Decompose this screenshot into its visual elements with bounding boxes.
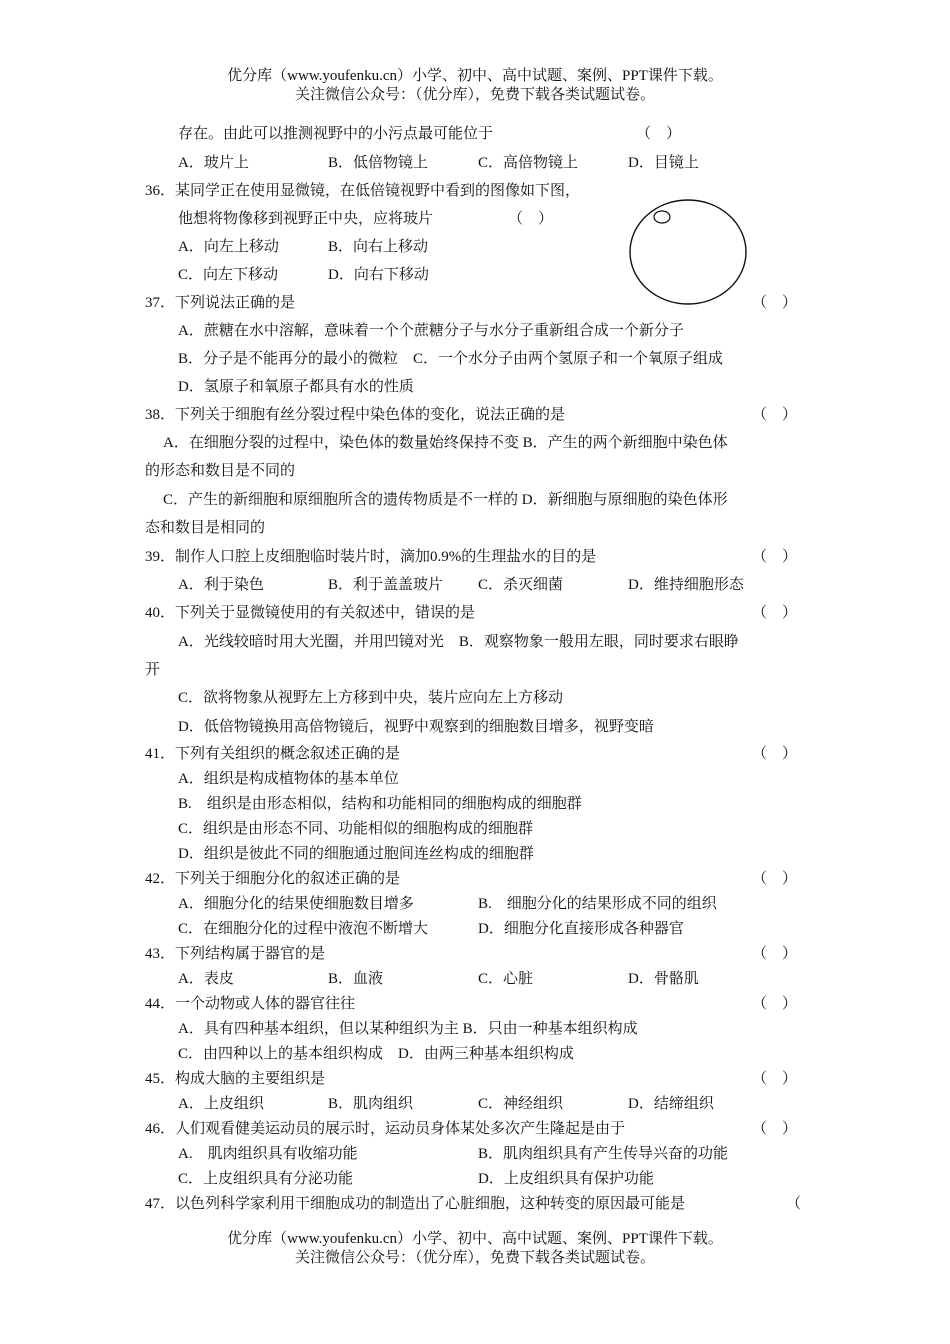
microscope-field-figure (628, 196, 752, 308)
q44-stem: 44．一个动物或人体的器官往往 (145, 996, 356, 1012)
q41-answer-paren: （ ） (752, 746, 798, 762)
page-header-line-2: 关注微信公众号：（优分库），免费下载各类试题试卷。 (294, 87, 655, 103)
q35-option-b: B．低倍物镜上 (328, 155, 429, 171)
q37-stem: 37．下列说法正确的是 (145, 295, 296, 311)
q41-option-b: B. 组织是由形态相似，结构和功能相同的细胞构成的细胞群 (178, 796, 582, 812)
q42-answer-paren: （ ） (752, 871, 798, 887)
q45-option-a: A．上皮组织 (178, 1096, 264, 1112)
q40-option-d: D．低倍物镜换用高倍物镜后，视野中观察到的细胞数目增多，视野变暗 (178, 719, 654, 735)
q41-stem: 41．下列有关组织的概念叙述正确的是 (145, 746, 401, 762)
q43-stem: 43．下列结构属于器官的是 (145, 946, 326, 962)
q40-options-ab-line-1: A．光线较暗时用大光圈，并用凹镜对光 B．观察物象一般用左眼，同时要求右眼睁 (178, 634, 739, 650)
q44-options-cd: C．由四种以上的基本组织构成 D．由两三种基本组织构成 (178, 1046, 574, 1062)
q39-option-c: C．杀灭细菌 (478, 577, 564, 593)
q35-answer-paren: （ ） (636, 126, 682, 142)
q41-option-a: A．组织是构成植物体的基本单位 (178, 771, 399, 787)
page-header-line-1: 优分库（www.youfenku.cn）小学、初中、高中试题、案例、PPT课件下载。 (227, 68, 723, 84)
q44-options-ab: A．具有四种基本组织，但以某种组织为主 B．只由一种基本组织构成 (178, 1021, 638, 1037)
q37-options-bc: B．分子是不能再分的最小的微粒 C．一个水分子由两个氢原子和一个氧原子组成 (178, 351, 724, 367)
q44-answer-paren: （ ） (752, 996, 798, 1012)
q38-stem: 38．下列关于细胞有丝分裂过程中染色体的变化，说法正确的是 (145, 407, 566, 423)
q39-stem: 39．制作人口腔上皮细胞临时装片时，滴加0.9%的生理盐水的目的是 (145, 549, 597, 565)
q37-option-a: A．蔗糖在水中溶解，意味着一个个蔗糖分子与水分子重新组合成一个新分子 (178, 323, 684, 339)
q37-answer-paren: （ ） (752, 295, 798, 311)
q40-options-ab-line-2: 开 (145, 662, 161, 678)
q46-answer-paren: （ ） (752, 1121, 798, 1137)
q39-option-d: D．维持细胞形态 (628, 577, 744, 593)
q36-option-d: D．向右下移动 (328, 267, 429, 283)
q42-option-c: C．在细胞分化的过程中液泡不断增大 (178, 921, 429, 937)
q38-options-cd-line-2: 态和数目是相同的 (145, 520, 266, 536)
q46-stem: 46．人们观看健美运动员的展示时，运动员身体某处多次产生隆起是由于 (145, 1121, 626, 1137)
q38-options-ab-line-2: 的形态和数目是不同的 (145, 463, 296, 479)
q43-option-c: C．心脏 (478, 971, 534, 987)
q42-option-b: B. 细胞分化的结果形成不同的组织 (478, 896, 717, 912)
q36-option-c: C．向左下移动 (178, 267, 279, 283)
specimen-object (654, 211, 670, 223)
q40-answer-paren: （ ） (752, 605, 798, 621)
q35-option-a: A．玻片上 (178, 155, 249, 171)
q39-answer-paren: （ ） (752, 549, 798, 565)
q43-option-b: B．血液 (328, 971, 384, 987)
q39-option-a: A．利于染色 (178, 577, 264, 593)
q45-option-d: D．结缔组织 (628, 1096, 714, 1112)
q47-stem: 47．以色列科学家利用干细胞成功的制造出了心脏细胞，这种转变的原因最可能是 (145, 1196, 686, 1212)
q43-answer-paren: （ ） (752, 946, 798, 962)
q37-option-d: D．氢原子和氧原子都具有水的性质 (178, 379, 414, 395)
q46-option-b: B．肌肉组织具有产生传导兴奋的功能 (478, 1146, 729, 1162)
q47-answer-paren: （ (786, 1196, 802, 1212)
q45-stem: 45．构成大脑的主要组织是 (145, 1071, 326, 1087)
q42-stem: 42．下列关于细胞分化的叙述正确的是 (145, 871, 401, 887)
q36-stem-line-1: 36．某同学正在使用显微镜，在低倍镜视野中看到的图像如下图， (145, 183, 581, 199)
q43-option-a: A．表皮 (178, 971, 234, 987)
field-of-view-circle (630, 200, 746, 304)
q38-options-ab-line-1: A．在细胞分裂的过程中，染色体的数量始终保持不变 B．产生的两个新细胞中染色体 (163, 435, 728, 451)
q35-option-c: C．高倍物镜上 (478, 155, 579, 171)
q35-option-d: D．目镜上 (628, 155, 699, 171)
q42-option-d: D．细胞分化直接形成各种器官 (478, 921, 684, 937)
q46-option-c: C．上皮组织具有分泌功能 (178, 1171, 354, 1187)
q38-answer-paren: （ ） (752, 407, 798, 423)
q36-option-a: A．向左上移动 (178, 239, 279, 255)
q42-option-a: A．细胞分化的结果使细胞数目增多 (178, 896, 414, 912)
q36-option-b: B．向右上移动 (328, 239, 429, 255)
q41-option-d: D．组织是彼此不同的细胞通过胞间连丝构成的细胞群 (178, 846, 534, 862)
page-footer-line-1: 优分库（www.youfenku.cn）小学、初中、高中试题、案例、PPT课件下载。 (227, 1231, 723, 1247)
q38-options-cd-line-1: C．产生的新细胞和原细胞所含的遗传物质是不一样的 D．新细胞与原细胞的染色体形 (163, 492, 728, 508)
q40-stem: 40．下列关于显微镜使用的有关叙述中，错误的是 (145, 605, 476, 621)
q39-option-b: B．利于盖盖玻片 (328, 577, 444, 593)
q46-option-d: D．上皮组织具有保护功能 (478, 1171, 654, 1187)
q41-option-c: C．组织是由形态不同、功能相似的细胞构成的细胞群 (178, 821, 534, 837)
q46-option-a: A. 肌肉组织具有收缩功能 (178, 1146, 358, 1162)
q45-option-c: C．神经组织 (478, 1096, 564, 1112)
q36-stem-line-2: 他想将物像移到视野正中央，应将玻片 (178, 211, 434, 227)
q45-option-b: B．肌肉组织 (328, 1096, 414, 1112)
q40-option-c: C．欲将物象从视野左上方移到中央，装片应向左上方移动 (178, 690, 564, 706)
page-footer-line-2: 关注微信公众号：（优分库），免费下载各类试题试卷。 (294, 1250, 655, 1266)
q35-stem-continuation: 存在。由此可以推测视野中的小污点最可能位于 (178, 126, 494, 142)
q45-answer-paren: （ ） (752, 1071, 798, 1087)
q36-answer-paren: （ ） (508, 211, 554, 227)
q43-option-d: D．骨骼肌 (628, 971, 699, 987)
